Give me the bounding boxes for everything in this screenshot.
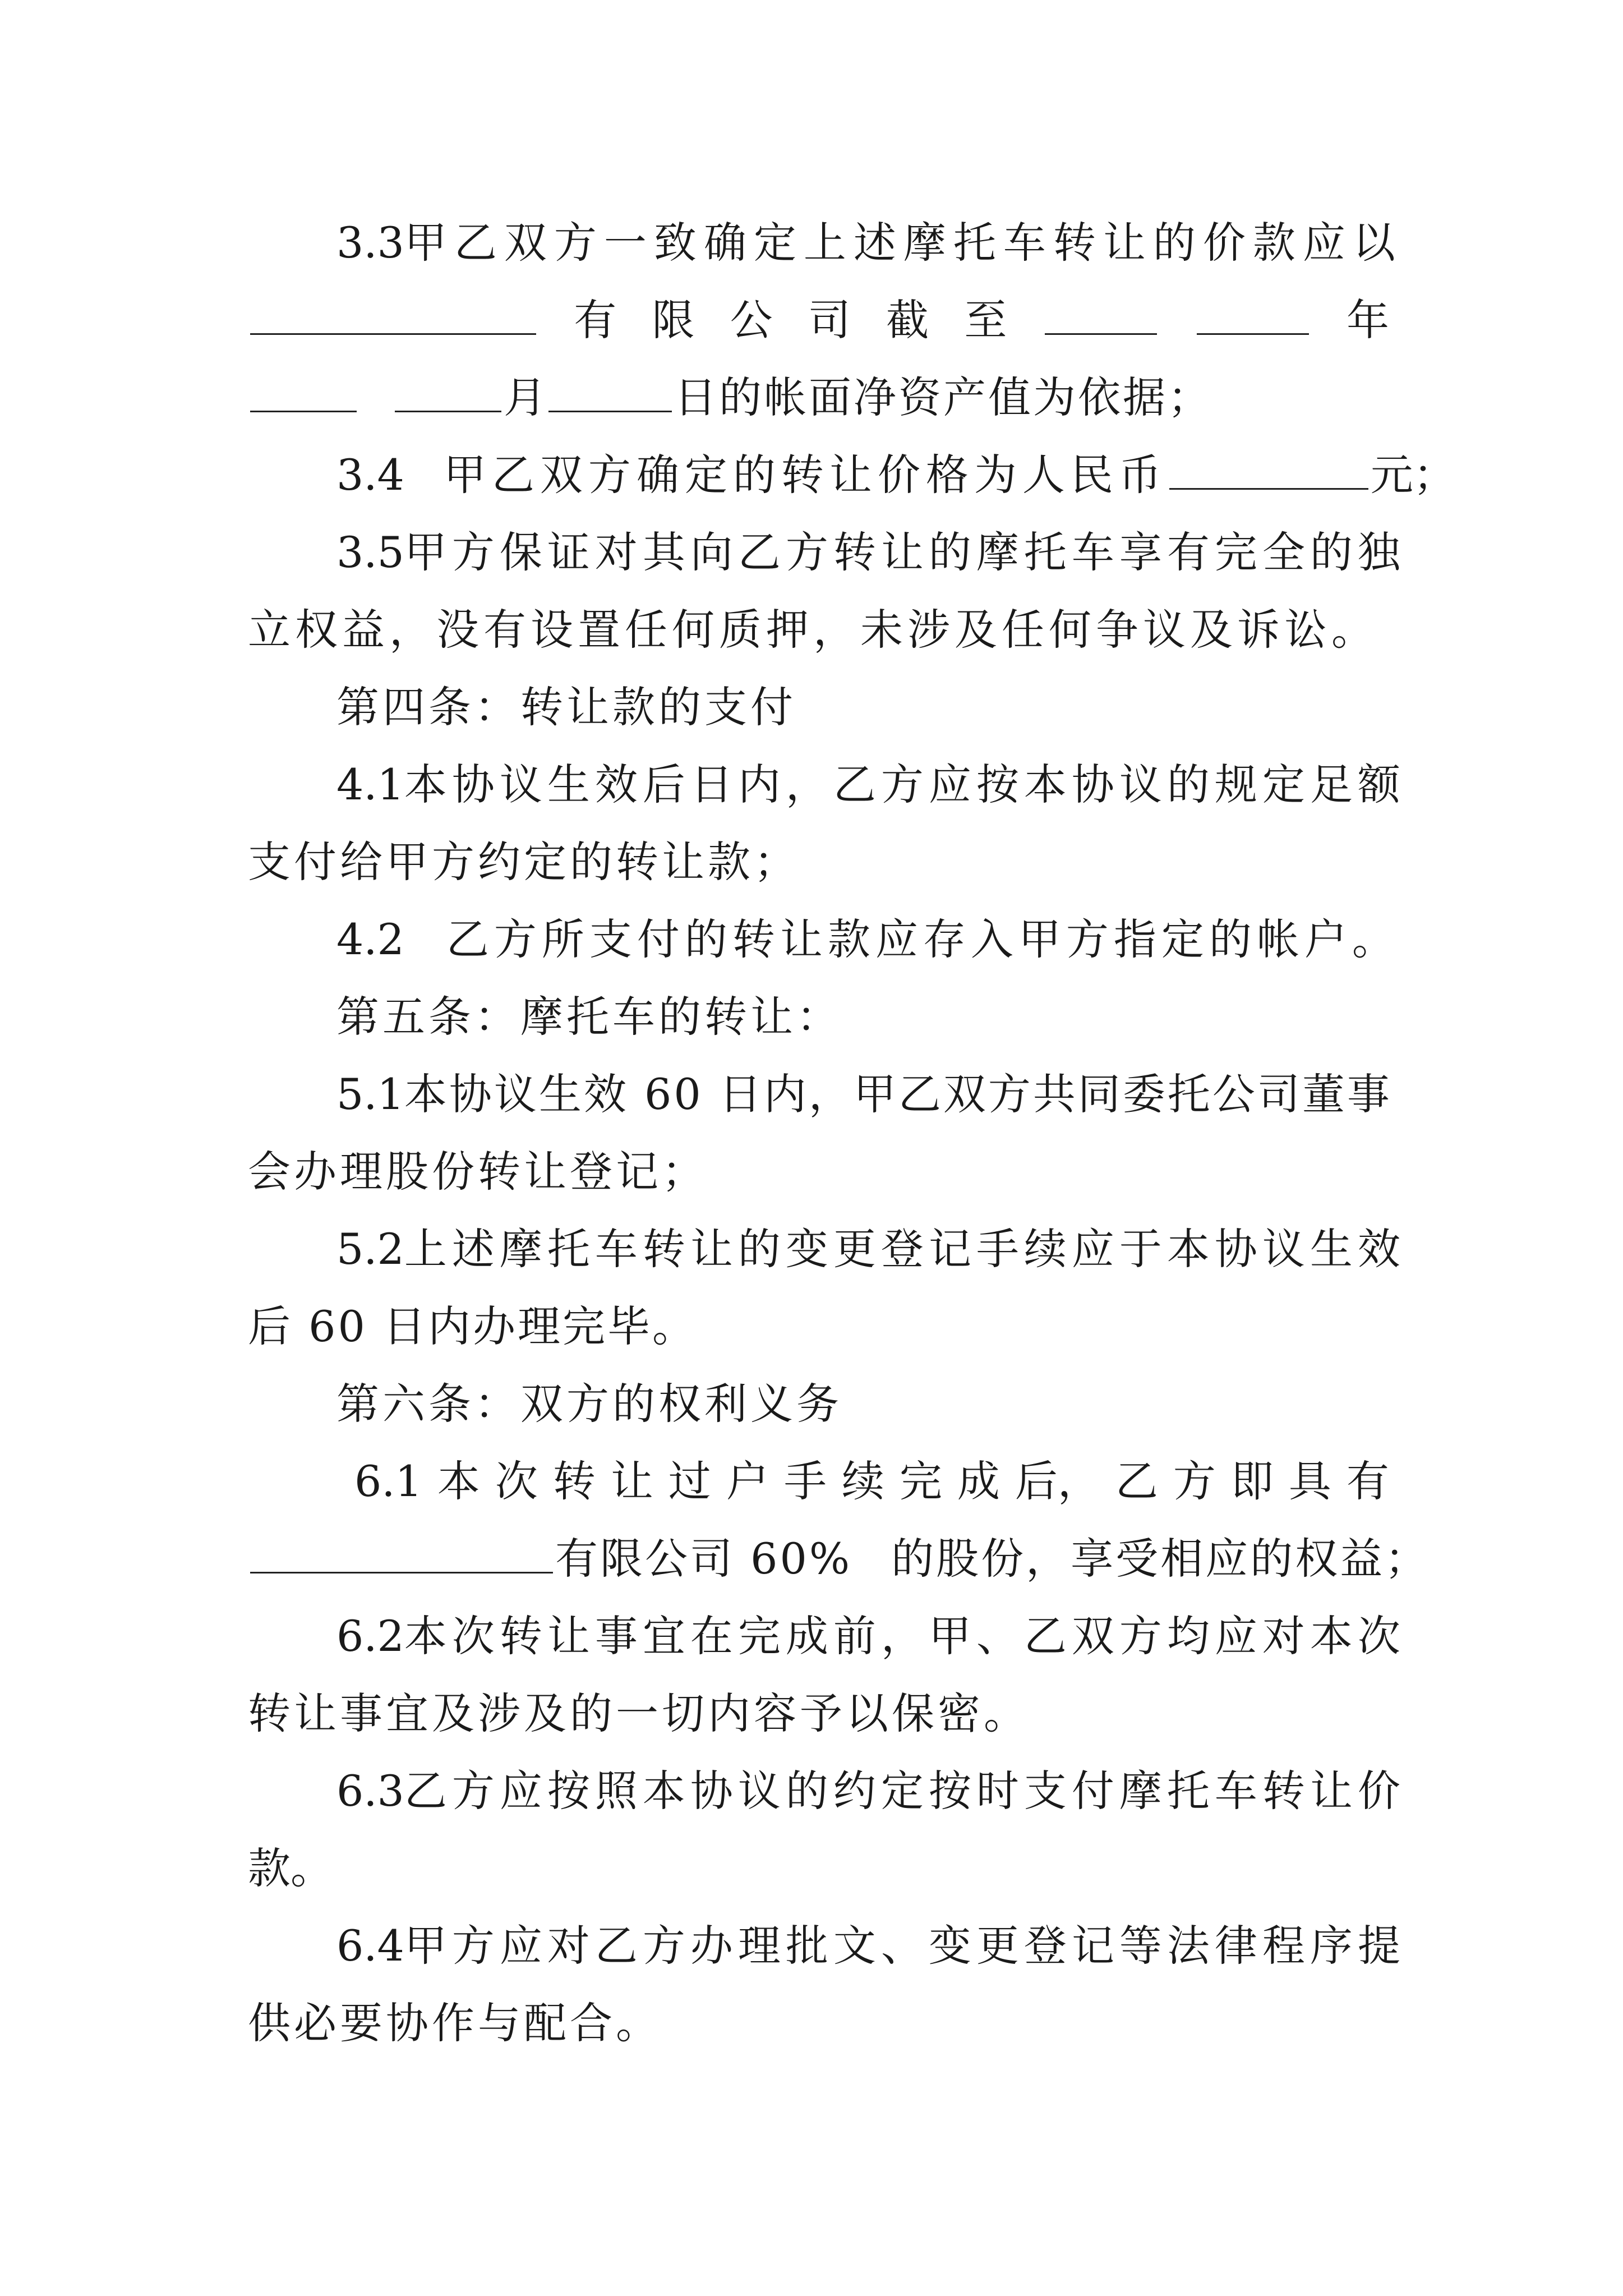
char: 截 [886,295,929,345]
clause-4-1-line-2 [248,834,1389,890]
month-blank-2[interactable] [395,371,501,412]
article-5-heading [336,989,1389,1045]
clause-3-3-line-2 [248,292,1389,348]
company-name-blank-2[interactable] [250,1533,553,1573]
clause-number: 3.5 [336,527,404,577]
clause-3-5-line-1 [336,524,1405,581]
char: 次 [495,1456,538,1506]
clause-text: 甲方应对乙方办理批文、变更登记等法律程序提 [404,1921,1405,1971]
clause-number: 5.1 [336,1069,404,1119]
clause-text: 后 60 日内办理完毕。 [248,1301,698,1351]
clause-text: 供必要协作与配合。 [248,1998,662,2048]
clause-6-2-line-1 [336,1608,1405,1664]
year-blank-2[interactable] [1197,294,1309,335]
char: 完 [899,1456,942,1506]
char: 户 [726,1456,769,1506]
char: 成 [957,1456,1000,1506]
clause-text: 甲乙双方确定的转让价格为人民币 [443,450,1167,500]
char: 公 [730,295,773,345]
char: 转 [552,1456,596,1506]
clause-6-2-line-2 [248,1686,1389,1742]
clause-text-end: 元； [1370,450,1456,500]
char: 方 [1173,1456,1216,1506]
char: 至 [964,295,1007,345]
char: 续 [841,1456,884,1506]
clause-text: 日的帐面净资产值为依据； [674,372,1212,422]
char-year: 年 [1346,295,1389,345]
clause-6-4-line-1 [336,1918,1405,1974]
clause-number: 6.4 [336,1921,404,1971]
char: 后， [1015,1456,1100,1506]
clause-6-1-line-1 [354,1453,1389,1510]
clause-text: 上述摩托车转让的变更登记手续应于本协议生效 [404,1224,1405,1274]
clause-text: 甲乙双方一致确定上述摩托车转让的价款应以 [404,218,1403,268]
clause-6-1-line-2 [248,1531,1430,1587]
clause-number: 6.3 [336,1766,404,1816]
clause-text: 乙方所支付的转让款应存入甲方指定的帐户。 [446,914,1400,964]
clause-5-1-line-2 [248,1144,1389,1200]
clause-text: 款。 [248,1843,333,1893]
clause-4-2 [336,912,1400,968]
char: 让 [610,1456,653,1506]
article-4-heading [336,679,1389,735]
article-title: 第六条：双方的权利义务 [336,1379,842,1429]
clause-text: 立权益，没有设置任何质押，未涉及任何争议及诉讼。 [248,605,1378,655]
clause-4-1-line-1 [336,757,1405,813]
clause-text: 有限公司 60% [555,1534,852,1584]
day-blank[interactable] [548,371,672,412]
clause-number: 4.2 [336,914,404,964]
clause-text: 本次转让事宜在完成前，甲、乙双方均应对本次 [404,1611,1405,1661]
char: 过 [668,1456,711,1506]
char: 有 [1346,1456,1389,1506]
clause-6-3-line-2 [248,1841,1389,1897]
clause-number: 5.2 [336,1224,404,1274]
article-title: 第五条：摩托车的转让： [336,992,842,1042]
char: 限 [652,295,695,345]
clause-text: 会办理股份转让登记； [248,1147,708,1197]
clause-text: 本协议生效 60 日内，甲乙双方共同委托公司董事 [404,1069,1392,1119]
clause-6-3-line-1 [336,1763,1405,1819]
clause-text: 甲方保证对其向乙方转让的摩托车享有完全的独 [404,527,1405,577]
char: 乙 [1115,1456,1158,1506]
char: 有 [574,295,617,345]
price-blank[interactable] [1169,449,1368,490]
char: 具 [1288,1456,1331,1506]
char: 司 [808,295,851,345]
clause-5-1-line-1 [336,1066,1392,1122]
clause-3-4 [336,447,1456,503]
clause-text: 支付给甲方约定的转让款； [248,837,800,887]
clause-6-4-line-2 [248,1995,1389,2051]
clause-5-2-line-1 [336,1221,1405,1277]
article-title: 第四条：转让款的支付 [336,682,796,732]
clause-text: 本协议生效后日内，乙方应按本协议的规定足额 [404,760,1405,809]
clause-number: 3.4 [336,450,404,500]
char: 即 [1230,1456,1274,1506]
char: 手 [783,1456,827,1506]
article-6-heading [336,1376,1389,1432]
clause-3-3-line-3 [248,370,1389,426]
clause-3-3-line-1 [336,215,1403,271]
clause-3-5-line-2 [248,602,1389,658]
clause-text: 转让事宜及涉及的一切内容予以保密。 [248,1688,1030,1738]
clause-text: 乙方应按照本协议的约定按时支付摩托车转让价 [404,1766,1405,1816]
clause-number: 6.2 [336,1611,404,1661]
year-blank-1[interactable] [1045,294,1157,335]
company-name-blank[interactable] [250,294,536,335]
clause-number: 3.3 [336,218,404,268]
clause-number: 4.1 [336,760,404,809]
clause-text: 的股份，享受相应的权益； [891,1534,1430,1584]
char: 本 [437,1456,480,1506]
month-blank-1[interactable] [250,371,357,412]
clause-5-2-line-2 [248,1299,1389,1355]
char-month: 月 [504,372,546,422]
clause-number: 6.1 [354,1456,422,1506]
